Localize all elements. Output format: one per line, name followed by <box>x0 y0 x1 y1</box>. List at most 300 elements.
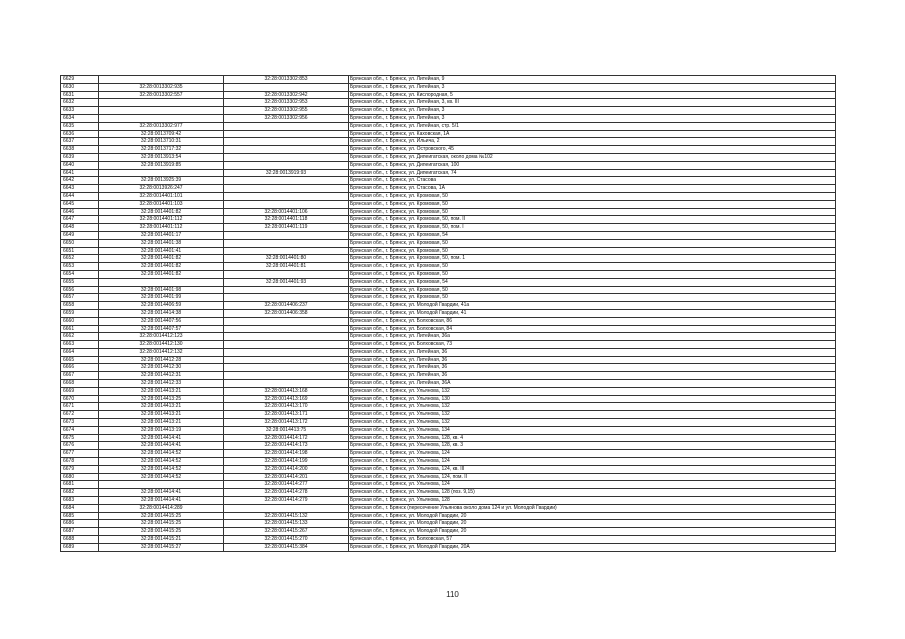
address-cell: Брянская обл., г. Брянск (пересечение Ульянова около дома 124 и ул. Молодой Гвардии) <box>349 504 836 512</box>
row-number-cell: 6663 <box>61 341 99 349</box>
cadastral-number-cell: 32:28:0014401:17 <box>99 231 224 239</box>
cadastral-number-cell: 32:28:0014401:103 <box>99 200 224 208</box>
address-cell: Брянская обл., г. Брянск, ул. Кромовая, 50 <box>349 239 836 247</box>
related-cadastral-number-cell: 32:28:0014414:201 <box>224 473 349 481</box>
table-row <box>61 380 836 388</box>
table-row <box>61 286 836 294</box>
table-row <box>61 114 836 122</box>
related-cadastral-number-cell <box>224 341 349 349</box>
address-cell: Брянская обл., г. Брянск, ул. Островского, 45 <box>349 146 836 154</box>
related-cadastral-number-cell <box>224 364 349 372</box>
table-row <box>61 294 836 302</box>
row-number-cell: 6643 <box>61 185 99 193</box>
table-row <box>61 512 836 520</box>
row-number-cell: 6642 <box>61 177 99 185</box>
cadastral-number-cell: 32:28:0014412:130 <box>99 341 224 349</box>
table-row <box>61 419 836 427</box>
row-number-cell: 6665 <box>61 356 99 364</box>
row-number-cell: 6673 <box>61 419 99 427</box>
cadastral-number-cell <box>99 278 224 286</box>
row-number-cell: 6664 <box>61 348 99 356</box>
cadastral-number-cell: 32:28:0014414:52 <box>99 450 224 458</box>
related-cadastral-number-cell: 32:28:0013302:955 <box>224 107 349 115</box>
address-cell: Брянская обл., г. Брянск, ул. Литейная, 3 <box>349 114 836 122</box>
table-row <box>61 138 836 146</box>
row-number-cell: 6682 <box>61 489 99 497</box>
cadastral-number-cell: 32:28:0014412:28 <box>99 356 224 364</box>
table-row <box>61 263 836 271</box>
address-cell: Брянская обл., г. Брянск, ул. Ульянова, 134 <box>349 426 836 434</box>
table-row <box>61 497 836 505</box>
address-cell: Брянская обл., г. Брянск, ул. Ульянова, 128, кв. 4 <box>349 434 836 442</box>
cadastral-number-cell <box>99 107 224 115</box>
cadastral-number-cell: 32:28:0014407:57 <box>99 325 224 333</box>
row-number-cell: 6632 <box>61 99 99 107</box>
row-number-cell: 6668 <box>61 380 99 388</box>
cadastral-number-cell: 32:28:0014414:52 <box>99 473 224 481</box>
table-row <box>61 543 836 551</box>
table-row <box>61 255 836 263</box>
address-cell: Брянская обл., г. Брянск, ул. Молодой Гвардии, 20 <box>349 528 836 536</box>
cadastral-number-cell: 32:28:0014401:82 <box>99 255 224 263</box>
table-row <box>61 224 836 232</box>
address-cell: Брянская обл., г. Брянск, ул. Стасова <box>349 177 836 185</box>
row-number-cell: 6634 <box>61 114 99 122</box>
cadastral-number-cell: 32:28:0014413:21 <box>99 403 224 411</box>
address-cell: Брянская обл., г. Брянск, ул. Кромовая, 50 <box>349 208 836 216</box>
table-row <box>61 473 836 481</box>
row-number-cell: 6637 <box>61 138 99 146</box>
table-row <box>61 130 836 138</box>
related-cadastral-number-cell: 32:28:0013302:956 <box>224 114 349 122</box>
row-number-cell: 6638 <box>61 146 99 154</box>
cadastral-number-cell <box>99 481 224 489</box>
table-row <box>61 247 836 255</box>
cadastral-number-cell: 32:28:0014415:25 <box>99 520 224 528</box>
related-cadastral-number-cell <box>224 372 349 380</box>
table-row <box>61 348 836 356</box>
cadastral-number-cell: 32:28:0013717:32 <box>99 146 224 154</box>
cadastral-number-cell <box>99 114 224 122</box>
related-cadastral-number-cell <box>224 380 349 388</box>
registry-table-body <box>61 76 836 552</box>
row-number-cell: 6676 <box>61 442 99 450</box>
cadastral-number-cell: 32:28:0014415:25 <box>99 528 224 536</box>
address-cell: Брянская обл., г. Брянск, ул. Дипеигатская, 100 <box>349 161 836 169</box>
table-row <box>61 325 836 333</box>
table-row <box>61 278 836 286</box>
row-number-cell: 6636 <box>61 130 99 138</box>
table-row <box>61 442 836 450</box>
page-number: 110 <box>446 590 459 599</box>
address-cell: Брянская обл., г. Брянск, ул. Ульянова, 132 <box>349 387 836 395</box>
table-row <box>61 239 836 247</box>
cadastral-number-cell: 32:28:0013302:977 <box>99 122 224 130</box>
row-number-cell: 6683 <box>61 497 99 505</box>
table-row <box>61 520 836 528</box>
cadastral-number-cell: 32:28:0014414:38 <box>99 309 224 317</box>
cadastral-number-cell: 32:28:0014414:41 <box>99 442 224 450</box>
table-row <box>61 395 836 403</box>
cadastral-number-cell: 32:28:0013302:935 <box>99 83 224 91</box>
cadastral-number-cell: 32:28:0014412:31 <box>99 372 224 380</box>
table-row <box>61 317 836 325</box>
address-cell: Брянская обл., г. Брянск, ул. Ульянова, 124 <box>349 450 836 458</box>
related-cadastral-number-cell: 32:28:0014401:106 <box>224 208 349 216</box>
address-cell: Брянская обл., г. Брянск, ул. Молодой Гвардии, 41 <box>349 309 836 317</box>
table-row <box>61 403 836 411</box>
address-cell: Брянская обл., г. Брянск, ул. Ульянова, 128 <box>349 497 836 505</box>
related-cadastral-number-cell <box>224 146 349 154</box>
table-row <box>61 465 836 473</box>
table-row <box>61 387 836 395</box>
row-number-cell: 6639 <box>61 153 99 161</box>
table-row <box>61 528 836 536</box>
related-cadastral-number-cell: 32:28:0013919:93 <box>224 169 349 177</box>
cadastral-number-cell: 32:28:0014401:82 <box>99 263 224 271</box>
address-cell: Брянская обл., г. Брянск, ул. Литейная, 36а <box>349 333 836 341</box>
address-cell: Брянская обл., г. Брянск, ул. Ульянова, 132 <box>349 411 836 419</box>
table-row <box>61 302 836 310</box>
address-cell: Брянская обл., г. Брянск, ул. Ульянова, 124 <box>349 481 836 489</box>
address-cell: Брянская обл., г. Брянск, ул. Литейная, 36 <box>349 372 836 380</box>
address-cell: Брянская обл., г. Брянск, ул. Стасова, 1А <box>349 185 836 193</box>
table-row <box>61 153 836 161</box>
row-number-cell: 6633 <box>61 107 99 115</box>
cadastral-number-cell <box>99 99 224 107</box>
row-number-cell: 6671 <box>61 403 99 411</box>
address-cell: Брянская обл., г. Брянск, ул. Кромовая, 50, пом. 1 <box>349 255 836 263</box>
row-number-cell: 6670 <box>61 395 99 403</box>
row-number-cell: 6677 <box>61 450 99 458</box>
row-number-cell: 6635 <box>61 122 99 130</box>
address-cell: Брянская обл., г. Брянск, ул. Литейная, 36 <box>349 356 836 364</box>
table-row <box>61 200 836 208</box>
address-cell: Брянская обл., г. Брянск, ул. Литейная, 3, кв. III <box>349 99 836 107</box>
cadastral-number-cell: 32:28:0013925:39 <box>99 177 224 185</box>
table-row <box>61 341 836 349</box>
table-row <box>61 504 836 512</box>
cadastral-number-cell: 32:28:0014406:59 <box>99 302 224 310</box>
cadastral-number-cell: 32:28:0014415:25 <box>99 512 224 520</box>
row-number-cell: 6654 <box>61 270 99 278</box>
row-number-cell: 6652 <box>61 255 99 263</box>
address-cell: Брянская обл., г. Брянск, ул. Кромовая, 50 <box>349 192 836 200</box>
cadastral-number-cell: 32:28:0014413:21 <box>99 411 224 419</box>
cadastral-number-cell: 32:28:0014413:21 <box>99 387 224 395</box>
table-row <box>61 372 836 380</box>
related-cadastral-number-cell <box>224 185 349 193</box>
address-cell: Брянская обл., г. Брянск, ул. Кромовая, 50, пом. II <box>349 216 836 224</box>
cadastral-number-cell: 32:28:0014401:41 <box>99 247 224 255</box>
table-row <box>61 231 836 239</box>
table-row <box>61 192 836 200</box>
table-row <box>61 99 836 107</box>
cadastral-number-cell: 32:28:0014412:132 <box>99 348 224 356</box>
cadastral-number-cell: 32:28:0014413:21 <box>99 419 224 427</box>
row-number-cell: 6674 <box>61 426 99 434</box>
row-number-cell: 6646 <box>61 208 99 216</box>
row-number-cell: 6648 <box>61 224 99 232</box>
row-number-cell: 6647 <box>61 216 99 224</box>
related-cadastral-number-cell: 32:28:0014414:199 <box>224 458 349 466</box>
table-row <box>61 536 836 544</box>
table-row <box>61 107 836 115</box>
address-cell: Брянская обл., г. Брянск, ул. Литейная, 3 <box>349 83 836 91</box>
related-cadastral-number-cell <box>224 231 349 239</box>
related-cadastral-number-cell: 32:28:0014415:133 <box>224 520 349 528</box>
cadastral-number-cell: 32:28:0014414:289 <box>99 504 224 512</box>
related-cadastral-number-cell <box>224 83 349 91</box>
related-cadastral-number-cell: 32:28:0014401:119 <box>224 224 349 232</box>
address-cell: Брянская обл., г. Брянск, ул. Ульянова, 124 <box>349 458 836 466</box>
address-cell: Брянская обл., г. Брянск, ул. Кислородная, 5 <box>349 91 836 99</box>
related-cadastral-number-cell <box>224 200 349 208</box>
related-cadastral-number-cell: 32:28:0014413:172 <box>224 419 349 427</box>
related-cadastral-number-cell <box>224 348 349 356</box>
row-number-cell: 6631 <box>61 91 99 99</box>
related-cadastral-number-cell: 32:28:0014401:93 <box>224 278 349 286</box>
table-row <box>61 364 836 372</box>
related-cadastral-number-cell <box>224 333 349 341</box>
row-number-cell: 6645 <box>61 200 99 208</box>
row-number-cell: 6679 <box>61 465 99 473</box>
table-row <box>61 270 836 278</box>
address-cell: Брянская обл., г. Брянск, ул. Кромовая, 54 <box>349 278 836 286</box>
table-row <box>61 481 836 489</box>
related-cadastral-number-cell <box>224 294 349 302</box>
cadastral-number-cell: 32:28:0013302:557 <box>99 91 224 99</box>
address-cell: Брянская обл., г. Брянск, ул. Ульянова, 128, кв. 3 <box>349 442 836 450</box>
cadastral-number-cell: 32:28:0014413:19 <box>99 426 224 434</box>
row-number-cell: 6649 <box>61 231 99 239</box>
address-cell: Брянская обл., г. Брянск, ул. Ульянова, 124, пом. II <box>349 473 836 481</box>
cadastral-number-cell: 32:28:0014401:112 <box>99 216 224 224</box>
cadastral-number-cell: 32:28:0014414:52 <box>99 465 224 473</box>
related-cadastral-number-cell: 32:28:0014406:358 <box>224 309 349 317</box>
related-cadastral-number-cell <box>224 153 349 161</box>
related-cadastral-number-cell: 32:28:0014415:267 <box>224 528 349 536</box>
table-row <box>61 489 836 497</box>
row-number-cell: 6640 <box>61 161 99 169</box>
row-number-cell: 6681 <box>61 481 99 489</box>
address-cell: Брянская обл., г. Брянск, ул. Кромовая, 50 <box>349 286 836 294</box>
related-cadastral-number-cell: 32:28:0014401:81 <box>224 263 349 271</box>
table-row <box>61 426 836 434</box>
address-cell: Брянская обл., г. Брянск, ул. Молодой Гвардии, 20 <box>349 520 836 528</box>
cadastral-number-cell: 32:28:0014401:82 <box>99 208 224 216</box>
address-cell: Брянская обл., г. Брянск, ул. Литейная, стр. 5/1 <box>349 122 836 130</box>
related-cadastral-number-cell <box>224 504 349 512</box>
address-cell: Брянская обл., г. Брянск, ул. Кромовая, 50 <box>349 263 836 271</box>
cadastral-number-cell: 32:28:0014412:30 <box>99 364 224 372</box>
address-cell: Брянская обл., г. Брянск, ул. Ульянова, 124, кв. III <box>349 465 836 473</box>
address-cell: Брянская обл., г. Брянск, ул. Кромовая, 54 <box>349 231 836 239</box>
table-row <box>61 169 836 177</box>
row-number-cell: 6669 <box>61 387 99 395</box>
row-number-cell: 6644 <box>61 192 99 200</box>
cadastral-number-cell: 32:28:0013913:54 <box>99 153 224 161</box>
related-cadastral-number-cell <box>224 247 349 255</box>
row-number-cell: 6629 <box>61 76 99 84</box>
related-cadastral-number-cell: 32:28:0014406:237 <box>224 302 349 310</box>
row-number-cell: 6675 <box>61 434 99 442</box>
table-row <box>61 411 836 419</box>
address-cell: Брянская обл., г. Брянск, ул. Дипеигатская, 74 <box>349 169 836 177</box>
address-cell: Брянская обл., г. Брянск, ул. Ильича, 2 <box>349 138 836 146</box>
related-cadastral-number-cell <box>224 192 349 200</box>
cadastral-number-cell: 32:28:0014414:41 <box>99 497 224 505</box>
row-number-cell: 6653 <box>61 263 99 271</box>
related-cadastral-number-cell <box>224 317 349 325</box>
row-number-cell: 6630 <box>61 83 99 91</box>
row-number-cell: 6659 <box>61 309 99 317</box>
related-cadastral-number-cell: 32:28:0014413:171 <box>224 411 349 419</box>
address-cell: Брянская обл., г. Брянск, ул. Кромовая, 50 <box>349 294 836 302</box>
cadastral-number-cell <box>99 76 224 84</box>
cadastral-number-cell: 32:28:0013710:31 <box>99 138 224 146</box>
table-row <box>61 216 836 224</box>
cadastral-number-cell: 32:28:0014401:82 <box>99 270 224 278</box>
row-number-cell: 6650 <box>61 239 99 247</box>
address-cell: Брянская обл., г. Брянск, ул. Кромовая, 50 <box>349 270 836 278</box>
related-cadastral-number-cell: 32:28:0014413:169 <box>224 395 349 403</box>
address-cell: Брянская обл., г. Брянск, ул. Ульянова, 130 <box>349 395 836 403</box>
related-cadastral-number-cell <box>224 138 349 146</box>
related-cadastral-number-cell: 32:28:0014414:172 <box>224 434 349 442</box>
row-number-cell: 6655 <box>61 278 99 286</box>
related-cadastral-number-cell: 32:28:0014413:75 <box>224 426 349 434</box>
address-cell: Брянская обл., г. Брянск, ул. Кромовая, 50 <box>349 200 836 208</box>
row-number-cell: 6641 <box>61 169 99 177</box>
related-cadastral-number-cell <box>224 325 349 333</box>
address-cell: Брянская обл., г. Брянск, ул. Литейная, 3 <box>349 107 836 115</box>
related-cadastral-number-cell <box>224 130 349 138</box>
table-row <box>61 356 836 364</box>
related-cadastral-number-cell: 32:28:0013302:942 <box>224 91 349 99</box>
row-number-cell: 6686 <box>61 520 99 528</box>
cadastral-number-cell: 32:28:0014414:52 <box>99 458 224 466</box>
related-cadastral-number-cell: 32:28:0014414:279 <box>224 497 349 505</box>
row-number-cell: 6688 <box>61 536 99 544</box>
row-number-cell: 6689 <box>61 543 99 551</box>
related-cadastral-number-cell: 32:28:0014413:168 <box>224 387 349 395</box>
address-cell: Брянская обл., г. Брянск, ул. Кромовая, 50 <box>349 247 836 255</box>
row-number-cell: 6687 <box>61 528 99 536</box>
cadastral-number-cell: 32:28:0014412:33 <box>99 380 224 388</box>
table-row <box>61 309 836 317</box>
row-number-cell: 6678 <box>61 458 99 466</box>
row-number-cell: 6658 <box>61 302 99 310</box>
table-row <box>61 146 836 154</box>
table-row <box>61 185 836 193</box>
address-cell: Брянская обл., г. Брянск, ул. Кромовая, 50, пом. I <box>349 224 836 232</box>
related-cadastral-number-cell <box>224 177 349 185</box>
cadastral-number-cell: 32:28:0014415:27 <box>99 543 224 551</box>
address-cell: Брянская обл., г. Брянск, ул. Болховская, 57 <box>349 536 836 544</box>
table-row <box>61 458 836 466</box>
cadastral-number-cell: 32:28:0014401:38 <box>99 239 224 247</box>
cadastral-number-cell: 32:28:0014401:101 <box>99 192 224 200</box>
address-cell: Брянская обл., г. Брянск, ул. Ульянова, 132 <box>349 403 836 411</box>
address-cell: Брянская обл., г. Брянск, ул. Каховская, 1А <box>349 130 836 138</box>
table-row <box>61 333 836 341</box>
related-cadastral-number-cell: 32:28:0014401:80 <box>224 255 349 263</box>
address-cell: Брянская обл., г. Брянск, ул. Болховская, 86 <box>349 317 836 325</box>
related-cadastral-number-cell <box>224 270 349 278</box>
table-row <box>61 122 836 130</box>
related-cadastral-number-cell: 32:28:0014415:384 <box>224 543 349 551</box>
cadastral-number-cell <box>99 169 224 177</box>
related-cadastral-number-cell <box>224 356 349 364</box>
related-cadastral-number-cell: 32:28:0013302:953 <box>224 99 349 107</box>
related-cadastral-number-cell: 32:28:0014414:198 <box>224 450 349 458</box>
cadastral-number-cell: 32:28:0014401:99 <box>99 294 224 302</box>
cadastral-number-cell: 32:28:0014407:56 <box>99 317 224 325</box>
related-cadastral-number-cell: 32:28:0014414:278 <box>224 489 349 497</box>
cadastral-number-cell: 32:28:0014413:25 <box>99 395 224 403</box>
row-number-cell: 6666 <box>61 364 99 372</box>
table-row <box>61 161 836 169</box>
related-cadastral-number-cell <box>224 286 349 294</box>
address-cell: Брянская обл., г. Брянск, ул. Литейная, 36 <box>349 364 836 372</box>
address-cell: Брянская обл., г. Брянск, ул. Ульянова, 132 <box>349 419 836 427</box>
row-number-cell: 6657 <box>61 294 99 302</box>
table-row <box>61 450 836 458</box>
address-cell: Брянская обл., г. Брянск, ул. Молодой Гвардии, 41а <box>349 302 836 310</box>
cadastral-number-cell: 32:28:0014401:98 <box>99 286 224 294</box>
related-cadastral-number-cell <box>224 122 349 130</box>
row-number-cell: 6685 <box>61 512 99 520</box>
row-number-cell: 6656 <box>61 286 99 294</box>
related-cadastral-number-cell <box>224 239 349 247</box>
address-cell: Брянская обл., г. Брянск, ул. Болховская, 73 <box>349 341 836 349</box>
table-row <box>61 208 836 216</box>
address-cell: Брянская обл., г. Брянск, ул. Литейная, 9 <box>349 76 836 84</box>
related-cadastral-number-cell: 32:28:0014415:132 <box>224 512 349 520</box>
address-cell: Брянская обл., г. Брянск, ул. Литейная, 36А <box>349 380 836 388</box>
address-cell: Брянская обл., г. Брянск, ул. Литейная, 36 <box>349 348 836 356</box>
cadastral-number-cell: 32:28:0014414:41 <box>99 489 224 497</box>
row-number-cell: 6660 <box>61 317 99 325</box>
cadastral-number-cell: 32:28:0014401:112 <box>99 224 224 232</box>
cadastral-number-cell: 32:28:0014414:41 <box>99 434 224 442</box>
address-cell: Брянская обл., г. Брянск, ул. Дипеигатская, около дома №102 <box>349 153 836 161</box>
row-number-cell: 6661 <box>61 325 99 333</box>
row-number-cell: 6651 <box>61 247 99 255</box>
related-cadastral-number-cell: 32:28:0014414:173 <box>224 442 349 450</box>
address-cell: Брянская обл., г. Брянск, ул. Болховская, 84 <box>349 325 836 333</box>
related-cadastral-number-cell: 32:28:0014414:277 <box>224 481 349 489</box>
address-cell: Брянская обл., г. Брянск, ул. Ульянова, 128 (поз. 9,15) <box>349 489 836 497</box>
row-number-cell: 6667 <box>61 372 99 380</box>
row-number-cell: 6672 <box>61 411 99 419</box>
table-row <box>61 83 836 91</box>
cadastral-number-cell: 32:28:0014412:123 <box>99 333 224 341</box>
address-cell: Брянская обл., г. Брянск, ул. Молодой Гвардии, 20А <box>349 543 836 551</box>
related-cadastral-number-cell: 32:28:0014415:270 <box>224 536 349 544</box>
table-row <box>61 91 836 99</box>
row-number-cell: 6662 <box>61 333 99 341</box>
cadastral-number-cell: 32:28:0013709:42 <box>99 130 224 138</box>
row-number-cell: 6680 <box>61 473 99 481</box>
cadastral-number-cell: 32:28:0014415:21 <box>99 536 224 544</box>
row-number-cell: 6684 <box>61 504 99 512</box>
table-row <box>61 76 836 84</box>
table-row <box>61 177 836 185</box>
related-cadastral-number-cell <box>224 161 349 169</box>
table-row <box>61 434 836 442</box>
